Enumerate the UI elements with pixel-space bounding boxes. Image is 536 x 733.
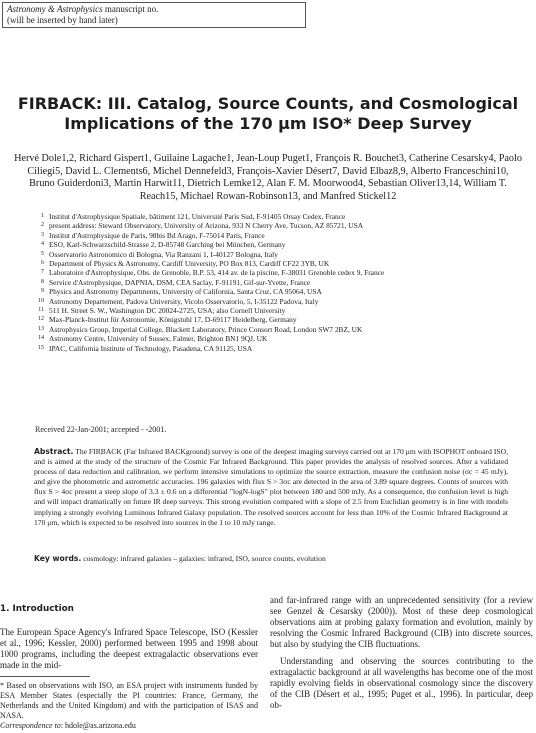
title-line-2: Implications of the 170 μm ISO* Deep Survey bbox=[64, 114, 472, 133]
affiliation-item bbox=[30, 315, 510, 324]
affiliation-number: 10 bbox=[38, 297, 44, 304]
affiliation-item bbox=[30, 231, 510, 240]
keywords-label: Key words. bbox=[34, 554, 82, 563]
intro-column-left-paragraph: The European Space Agency's Infrared Space Telescope, ISO (Kessler et al., 1996; Kessler, 2000) performed between 1995 and 1998 about 1000 programs, including the deepest extragalactic observations ever made in the mid- bbox=[0, 627, 258, 670]
affiliation-number: 6 bbox=[41, 260, 44, 267]
affiliation-item bbox=[30, 221, 510, 230]
author-list: Hervé Dole1,2, Richard Gispert1, Guilaine Lagache1, Jean-Loup Puget1, François R. Bouchet3, Catherine Cesarsky4, Paolo Ciliegi5, David L. Clements6, Michel Dennefeld3, François-Xavier Désert7, David Elbaz8,9, Alberto Franceschini10, Bruno Guiderdoni3, Martin Harwit11, Dietrich Lemke12, Alan F. M. Moorwood4, Sebastian Oliver13,14, William T. Reach15, Michael Rowan-Robinson13, and Manfred Stickel12 bbox=[14, 153, 522, 202]
affiliation-item bbox=[30, 212, 510, 221]
affiliation-item bbox=[30, 240, 510, 249]
affiliation-text: Institut d'Astrophysique de Paris, 98bis Bd Arago, F-75014 Paris, France bbox=[49, 230, 265, 240]
manuscript-no: manuscript no. bbox=[102, 4, 159, 14]
affiliation-text: ESO, Karl-Schwarzschild-Strasse 2, D-85748 Garching bei München, Germany bbox=[49, 240, 286, 250]
affiliation-number: 1 bbox=[41, 213, 44, 219]
intro-column-right bbox=[270, 595, 533, 711]
affiliation-number: 11 bbox=[38, 307, 44, 314]
affiliation-item bbox=[30, 250, 510, 259]
affiliation-number: 4 bbox=[41, 241, 44, 248]
affiliation-text: Institut d'Astrophysique Spatiale, bâtiment 121, Université Paris Sud, F-91405 Orsay Cedex, France bbox=[49, 212, 346, 221]
manuscript-note: (will be inserted by hand later) bbox=[7, 15, 118, 25]
affiliation-number: 14 bbox=[38, 335, 44, 342]
affiliation-text: Laboratoire d'Astrophysique, Obs. de Grenoble, B.P. 53, 414 av. de la piscine, F-38031 Grenoble cedex 9, France bbox=[49, 268, 385, 278]
affiliation-text: 511 H. Street S. W., Washington DC 20024-2725, USA; also Cornell University bbox=[49, 306, 286, 316]
affiliation-text: Service d'Astrophysique, DAPNIA, DSM, CEA Saclay, F-91191, Gif-sur-Yvette, France bbox=[49, 277, 311, 287]
affiliation-text: Astronomy Centre, University of Sussex, Falmer, Brighton BN1 9QJ, UK bbox=[49, 334, 268, 344]
affiliation-text: Physics and Astronomy Departments, University of California, Santa Cruz, CA 95064, USA bbox=[49, 287, 322, 297]
affiliation-number: 13 bbox=[38, 325, 44, 332]
affiliation-text: Astrophysics Group, Imperial College, Blackett Laboratory, Prince Consort Road, London SW7 2BZ, UK bbox=[49, 324, 363, 334]
affiliation-item bbox=[30, 259, 510, 268]
correspondence-email: : hdole@as.arizona.edu bbox=[60, 721, 136, 730]
journal-line bbox=[7, 4, 301, 15]
affiliation-text: Department of Physics & Astronomy, Cardiff University, PO Box 813, Cardiff CF22 3YB, UK bbox=[49, 259, 330, 269]
journal-name: Astronomy & Astrophysics bbox=[7, 4, 103, 14]
intro-paragraph-2: Understanding and observing the sources contributing to the extragalactic background at all wavelengths has become one of the most rapidly evolving fields in observational cosmology since the discovery of the CIB (Désert et al., 1995; Puget et al., 1996). In particular, deep ob- bbox=[270, 656, 533, 710]
section-heading-introduction: 1. Introduction bbox=[0, 604, 74, 614]
affiliation-text: Osservatorio Astronomico di Bologna, Via Ranzani 1, I-40127 Bologna, Italy bbox=[49, 249, 278, 259]
affiliation-item bbox=[30, 306, 510, 315]
footnote-rule bbox=[0, 676, 90, 677]
affiliation-item bbox=[30, 344, 510, 353]
footnote-text: * Based on observations with ISO, an ESA project with instruments funded by ESA Member States (especially the PI countries: France, Germany, the Netherlands and the United Kingdom) and with the participation of ISAS and NASA. bbox=[0, 681, 258, 720]
affiliation-item bbox=[30, 334, 510, 343]
affiliation-list bbox=[30, 212, 510, 353]
affiliation-number: 5 bbox=[41, 250, 44, 257]
affiliation-text: Max-Planck-Institut für Astronomie, Königstuhl 17, D-69117 Heidelberg, Germany bbox=[49, 315, 297, 325]
affiliation-number: 15 bbox=[38, 344, 44, 351]
paper-title bbox=[0, 94, 536, 134]
abstract bbox=[34, 447, 508, 528]
affiliation-text: Astronomy Departement, Padova University, Vicolo Osservatorio, 5, I-35122 Padova, Italy bbox=[49, 296, 319, 306]
intro-paragraph-1: and far-infrared range with an unprecedented sensitivity (for a review see Genzel & Cesarsky (2000)). Most of these deep cosmological observations aim at probing galaxy formation and evolution, mainly by resolving the Cosmic Infrared Background (CIB) into discrete sources, but also by studying the CIB fluctuations. bbox=[270, 595, 533, 649]
affiliation-number: 12 bbox=[38, 316, 44, 323]
footnote bbox=[0, 681, 258, 731]
keywords-text: cosmology: infrared galaxies – galaxies: infrared, ISO, source counts, evolution bbox=[81, 554, 326, 563]
affiliation-number: 2 bbox=[41, 222, 44, 229]
affiliation-number: 9 bbox=[41, 288, 44, 295]
affiliation-number: 7 bbox=[41, 269, 44, 276]
keywords bbox=[34, 554, 508, 563]
affiliation-item bbox=[30, 268, 510, 277]
title-line-1: FIRBACK: III. Catalog, Source Counts, and Cosmological bbox=[17, 94, 519, 113]
correspondence-label: Correspondence to bbox=[0, 721, 61, 730]
affiliation-item bbox=[30, 325, 510, 334]
manuscript-header-box bbox=[2, 2, 306, 28]
abstract-label: Abstract. bbox=[34, 447, 74, 456]
received-date: Received 22-Jan-2001; accepted - -2001. bbox=[35, 425, 167, 434]
affiliation-item bbox=[30, 287, 510, 296]
affiliation-number: 8 bbox=[41, 278, 44, 285]
affiliation-number: 3 bbox=[41, 231, 44, 238]
affiliation-text: IPAC, California Institute of Technology, Pasadena, CA 91125, USA bbox=[49, 343, 253, 353]
affiliation-item bbox=[30, 278, 510, 287]
affiliation-text: present address: Steward Observatory, University of Arizona, 933 N Cherry Ave, Tucson, AZ 85721, USA bbox=[49, 221, 364, 231]
affiliation-item bbox=[30, 297, 510, 306]
correspondence-line bbox=[0, 721, 258, 731]
abstract-text: The FIRBACK (Far Infrared BACKground) survey is one of the deepest imaging surveys carried out at 170 μm with ISOPHOT onboard ISO, and is aimed at the study of the structure of the Cosmic Far Infrared Background. This paper provides the analysis of resolved sources. After a validated process of data reduction and calibration, we perform intensive simulations to optimize the source extraction, measure the confusion noise (σc = 45 mJy), and give the photometric and astrometric accuracies. 196 galaxies with flux S > 3σc are detected in the area of 3.89 square degrees. Counts of sources with flux S > 4σc present a steep slope of 3.3 ± 0.6 on a differential "logN-logS" plot between 180 and 500 mJy. As a consequence, the confusion level is high and will impact dramatically on future IR deep surveys. This strong evolution compared with a slope of 2.5 from Euclidian geometry is in line with models implying a strongly evolving Luminous Infrared Galaxy population. The resolved sources account for less than 10% of the Cosmic Infrared Background at 170 μm, which is expected to be resolved into sources in the 1 to 10 mJy range. bbox=[34, 447, 508, 527]
